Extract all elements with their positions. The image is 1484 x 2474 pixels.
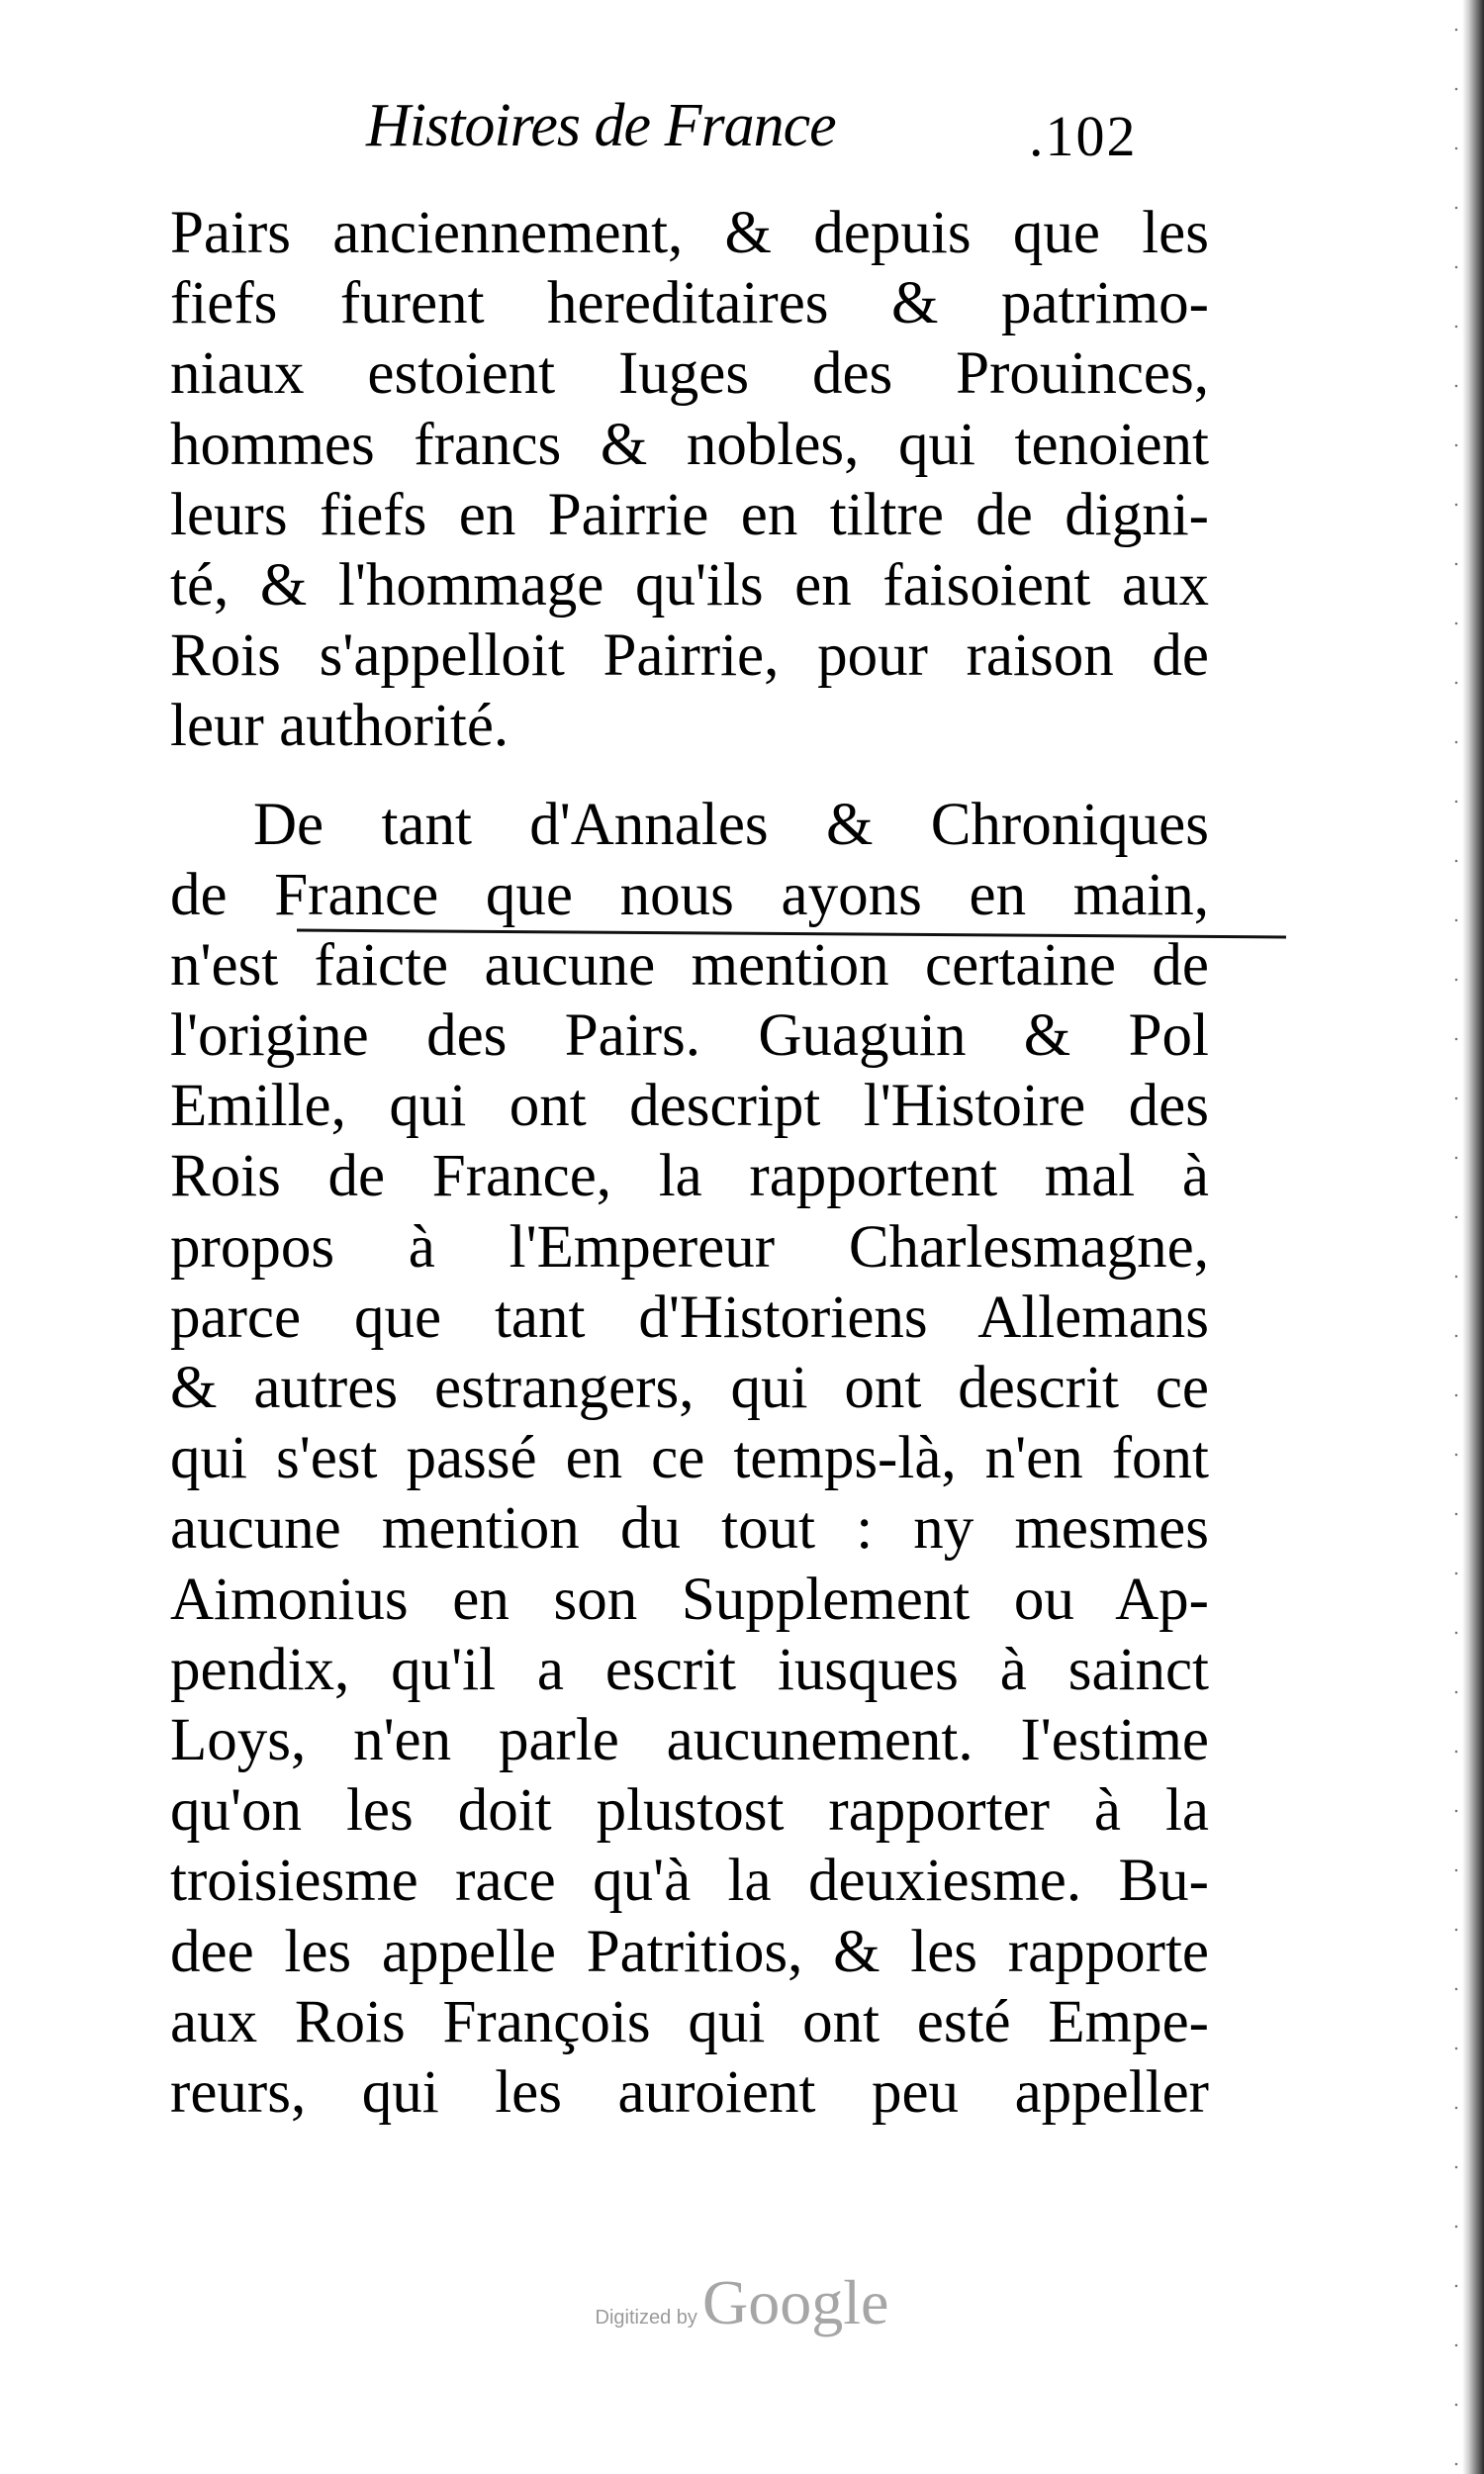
page-edge-speckle (1454, 0, 1458, 2474)
text-line: Rois de France, la rapportent mal à (170, 1143, 1209, 1210)
text-line: n'est faicte aucune mention certaine de (170, 931, 1209, 999)
text-line: reurs, qui les auroient peu appeller (170, 2058, 1209, 2126)
text-line: Aimonius en son Supplement ou Ap- (170, 1566, 1209, 1633)
text-line: troisiesme race qu'à la deuxiesme. Bu- (170, 1848, 1209, 1915)
paragraph-1 (170, 198, 1209, 762)
text-line: dee les appelle Patritios, & les rapporte (170, 1918, 1209, 1985)
text-line: de France que nous ayons en main, (170, 861, 1209, 928)
paragraph-2 (170, 790, 1209, 2129)
text-line: Rois s'appelloit Pairrie, pour raison de (170, 622, 1209, 690)
text-line: Emille, qui ont descript l'Histoire des (170, 1073, 1209, 1140)
page-number: .102 (1029, 104, 1138, 168)
body-text (170, 198, 1209, 2128)
text-line: qu'on les doit plustost rapporter à la (170, 1777, 1209, 1845)
text-line: hommes francs & nobles, qui tenoient (170, 411, 1209, 478)
text-line: parce que tant d'Historiens Allemans (170, 1284, 1209, 1351)
paragraph-gap (170, 762, 1209, 790)
text-line: niaux estoient Iuges des Prouinces, (170, 340, 1209, 408)
page-edge-shadow (1462, 0, 1484, 2474)
text-line: pendix, qu'il a escrit iusques à sainct (170, 1636, 1209, 1703)
text-line: Loys, n'en parle aucunement. I'estime (170, 1706, 1209, 1773)
text-line: té, & l'hommage qu'ils en faisoient aux (170, 551, 1209, 618)
text-line: l'origine des Pairs. Guaguin & Pol (170, 1002, 1209, 1070)
text-line: De tant d'Annales & Chroniques (253, 791, 1209, 858)
digitized-by-label: Digitized by (595, 2307, 697, 2329)
text-line: fiefs furent hereditaires & patrimo- (170, 270, 1209, 337)
running-title: Histoires de France (366, 92, 836, 159)
text-line: propos à l'Empereur Charlesmagne, (170, 1213, 1209, 1281)
google-logo: Google (702, 2267, 889, 2337)
text-line: leurs fiefs en Pairrie en tiltre de digni- (170, 481, 1209, 548)
text-line: qui s'est passé en ce temps-là, n'en font (170, 1425, 1209, 1492)
text-line: & autres estrangers, qui ont descrit ce (170, 1355, 1209, 1421)
text-line: leur authorité. (170, 693, 510, 760)
digitization-watermark (0, 2266, 1484, 2339)
text-line: aucune mention du tout : ny mesmes (170, 1495, 1209, 1563)
text-line: Pairs anciennement, & depuis que les (170, 200, 1209, 266)
text-line: aux Rois François qui ont esté Empe- (170, 1988, 1209, 2055)
